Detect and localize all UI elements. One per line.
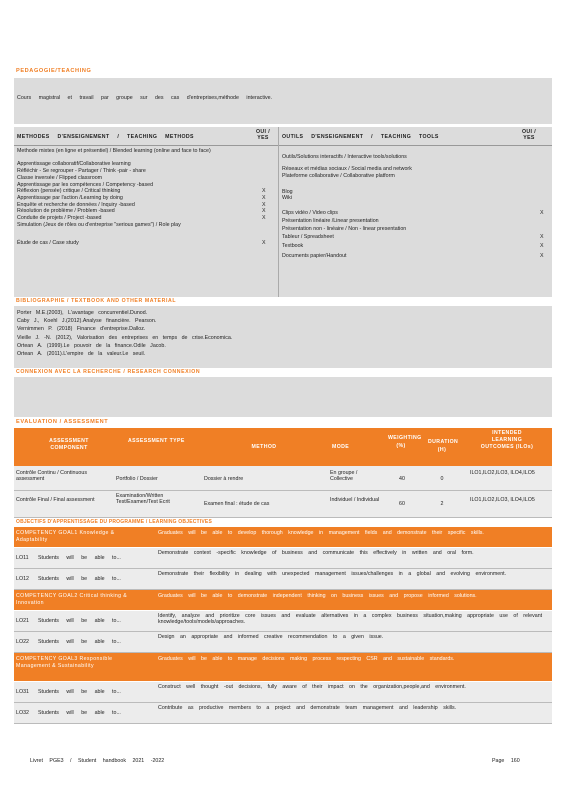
bibliography-entry: Caby J., Koehl J.(2012).Analyse financière. Pearson. — [17, 318, 157, 325]
learning-objective-row — [14, 632, 552, 653]
learning-objective-row — [14, 611, 552, 632]
bibliography-list — [17, 309, 232, 358]
competency-goal-title: COMPETENCY GOAL3 Responsible Management & Sustainability — [16, 656, 113, 669]
check-mark: X — [262, 188, 266, 195]
list-item — [17, 208, 273, 215]
list-item — [17, 195, 273, 202]
footer-page-number: Page 160 — [492, 758, 520, 764]
evaluation-row: Contrôle Continu / Continuous assessment Portfolio / Dossier Dossier à rendre En groupe / Collective 40 0 ILO1,ILO2,ILO3, ILO4,ILO5 — [14, 466, 552, 491]
bibliography-entry: Vernimmen P. (2018) Finance d'entreprise.Dalloz. — [17, 326, 146, 333]
evaluation-title: EVALUATION / ASSESSMENT — [16, 419, 109, 425]
eval-col-mode: MODE — [332, 444, 350, 450]
bibliography-entry: Vieille J. -N. (2012), Valorisation des entreprises en temps de crise.Economica. — [17, 334, 233, 341]
learning-objective-subject: Students will be able to... — [38, 689, 121, 695]
objectives-table — [14, 527, 552, 724]
evaluation-header-row — [14, 428, 552, 466]
learning-objective-subject: Students will be able to... — [38, 555, 121, 561]
learning-objective-code: LO11 — [16, 555, 29, 561]
list-item — [17, 148, 273, 161]
competency-goal-description: Graduates will be able to develop thorough knowledge in management fields and demonstrate their specific skills. — [158, 530, 484, 536]
objectives-title: OBJECTIFS D'APPRENTISSAGE DU PROGRAMME / LEARNING OBJECTIVES — [16, 519, 212, 525]
pedagogy-title: PEDAGOGIE/TEACHING — [16, 68, 92, 74]
check-mark: X — [540, 233, 544, 240]
list-item — [17, 175, 273, 182]
learning-objective-code: LO21 — [16, 618, 29, 624]
bibliography-entry: Ortean A. (2011).L'empire de la valeur.Le seuil. — [17, 351, 146, 358]
list-item-label: Réseaux et médias sociaux / Social media and network — [282, 165, 412, 172]
learning-objective-text: Contribute as productive members to a project and demonstrate team management and leadership skills. — [158, 705, 457, 711]
learning-objective-row — [14, 569, 552, 590]
eval-col-duration: DURATION (H) — [428, 439, 459, 453]
competency-goal-title: COMPETENCY GOAL2 Critical thinking & Innovation — [16, 593, 128, 606]
list-item-label: Apprentissage par l'action /Learning by doing — [17, 195, 123, 202]
tools-oui-header: OUI / YES — [521, 129, 537, 141]
learning-objective-code: LO32 — [16, 710, 29, 716]
research-panel — [14, 377, 552, 417]
list-item-label: Présentation linéaire /Linear presentation — [282, 218, 379, 225]
eval-col-method: METHOD — [251, 444, 277, 450]
eval-col-weighting: WEIGHTING (%) — [388, 435, 422, 449]
learning-objective-row — [14, 703, 552, 724]
list-item-label: Apprentissage collaboratif/Collaborative learning — [17, 161, 131, 168]
list-item — [282, 253, 548, 261]
learning-objective-text: Design an appropriate and informed creative recommendation to a given issue. — [158, 634, 384, 640]
check-mark: X — [262, 208, 266, 215]
bibliography-panel — [14, 306, 552, 368]
competency-goal-row — [14, 653, 552, 682]
list-item — [17, 215, 273, 222]
list-item-label: Tableur / Spreadsheet — [282, 233, 334, 240]
learning-objective-code: LO12 — [16, 576, 29, 582]
bibliography-entry: Porter M.E.(2003), L'avantage concurrentiel.Dunod. — [17, 310, 148, 316]
list-item — [17, 182, 273, 189]
list-item-label: Réflexion (pensée) critique / Critical thinking — [17, 188, 121, 195]
methods-panel — [14, 127, 552, 297]
list-item-label: Documents papier/Handout — [282, 252, 347, 259]
learning-objective-text: Identify, analyze and prioritize core issues and evaluate alternatives in a complex business situation,making appropriate use of relevant knowledge/tools/models/approaches. — [158, 613, 543, 626]
check-mark: X — [262, 215, 266, 222]
bibliography-entry: Ortean A. (1999).Le pouvoir de la finance.Odile Jacob. — [17, 342, 166, 349]
list-item-label: Outils/Solutions interactifs / Interactive tools/solutions — [282, 154, 407, 160]
check-mark: X — [262, 201, 266, 208]
list-item — [17, 188, 273, 195]
list-item-label: Enquête et recherche de données / Inquiry -based — [17, 201, 135, 208]
list-item — [282, 243, 548, 251]
list-item — [17, 202, 273, 209]
check-mark: X — [540, 252, 544, 259]
pedagogy-description: Cours magistral et travail par groupe sur des cas d'entreprises,méthode interactive. — [17, 95, 273, 101]
methods-header: METHODES D'ENSEIGNEMENT / TEACHING METHODS — [17, 134, 194, 140]
competency-goal-row — [14, 590, 552, 611]
list-item — [282, 173, 548, 181]
list-item-label: Clips vidéo / Video clips — [282, 210, 338, 217]
list-item-label: Methode mixtes (en ligne et présentiel) / Blended learning (online and face to face) — [17, 148, 211, 154]
list-item-label: Conduite de projets / Project -based — [17, 215, 102, 222]
list-item-label: Résolution de problème / Problem -based — [17, 208, 115, 215]
list-item — [282, 234, 548, 242]
competency-goal-description: Graduates will be able to demonstrate independent thinking on business issues and propose informed solutions. — [158, 593, 477, 599]
list-item-label: Présentation non - linéaire / Non - linear presentation — [282, 225, 407, 232]
list-item — [282, 154, 548, 162]
list-item — [17, 240, 273, 247]
learning-objective-text: Demonstrate their flexibility in dealing with unexpected management issues/challenges in a global and evolving environment. — [158, 571, 507, 577]
check-mark: X — [262, 195, 266, 202]
list-item-label: Textbook — [282, 243, 304, 250]
eval-col-ilos: INTENDED LEARNING OUTCOMES (ILOs) — [480, 430, 534, 450]
competency-goal-description: Graduates will be able to manage decisions making process respecting CSR and sustainable standards. — [158, 656, 455, 662]
evaluation-rows — [14, 466, 552, 518]
competency-goal-title: COMPETENCY GOAL1 Knowledge & Adaptability — [16, 530, 115, 543]
list-item — [282, 195, 548, 203]
learning-objective-row — [14, 682, 552, 703]
learning-objective-code: LO31 — [16, 689, 29, 695]
list-item-label: Étude de cas / Case study — [17, 239, 79, 246]
list-item-label: Apprentissage par les compétences / Competency -based — [17, 181, 154, 188]
research-title: CONNEXION AVEC LA RECHERCHE / RESEARCH CONNEXION — [16, 369, 201, 375]
learning-objective-code: LO22 — [16, 639, 29, 645]
list-item-label: Wiki — [282, 194, 293, 201]
list-item — [17, 168, 273, 175]
evaluation-row: Contrôle Final / Final assessment Examination/Written Test/Examen/Test Ecrit Examen final : étude de cas Individuel / Individual 60 2 ILO1,ILO2,ILO3, ILO4,ILO5 — [14, 491, 552, 518]
list-item — [17, 161, 273, 168]
learning-objective-row — [14, 548, 552, 569]
learning-objective-subject: Students will be able to... — [38, 710, 121, 716]
list-item-label: Simulation (Jeux de rôles ou d'entreprise "serious games") / Role play — [17, 221, 181, 228]
check-mark: X — [262, 239, 266, 246]
learning-objective-subject: Students will be able to... — [38, 639, 121, 645]
check-mark: X — [540, 210, 544, 217]
bibliography-title: BIBLIOGRAPHIE / TEXTBOOK AND OTHER MATERIAL — [16, 298, 177, 304]
competency-goal-row — [14, 527, 552, 548]
learning-objective-subject: Students will be able to... — [38, 618, 121, 624]
list-item — [17, 222, 273, 240]
list-item-label: Blog — [282, 188, 293, 195]
list-item-label: Plateforme collaborative / Collaborative platform — [282, 173, 395, 180]
methods-oui-header: OUI / YES — [255, 129, 271, 141]
check-mark: X — [540, 243, 544, 250]
learning-objective-text: Demonstrate context -specific knowledge of business and communicate this effectively in written and oral form. — [158, 550, 474, 556]
pedagogy-panel — [14, 78, 552, 124]
list-item-label: Classe inversée / Flipped classroom — [17, 174, 103, 181]
eval-col-type: ASSESSMENT TYPE — [128, 438, 185, 444]
learning-objective-text: Construct well thought -out decisions, fully aware of their impact on the organization,people,and environment. — [158, 684, 466, 690]
tools-header: OUTILS D'ENSEIGNEMENT / TEACHING TOOLS — [282, 134, 439, 140]
footer-handbook: Livret PGE3 / Student handbook 2021 -2022 — [30, 758, 165, 764]
list-item-label: Réfléchir - Se regrouper - Partager / Think -pair - share — [17, 168, 146, 175]
learning-objective-subject: Students will be able to... — [38, 576, 121, 582]
eval-col-component: ASSESSMENT COMPONENT — [49, 438, 89, 451]
